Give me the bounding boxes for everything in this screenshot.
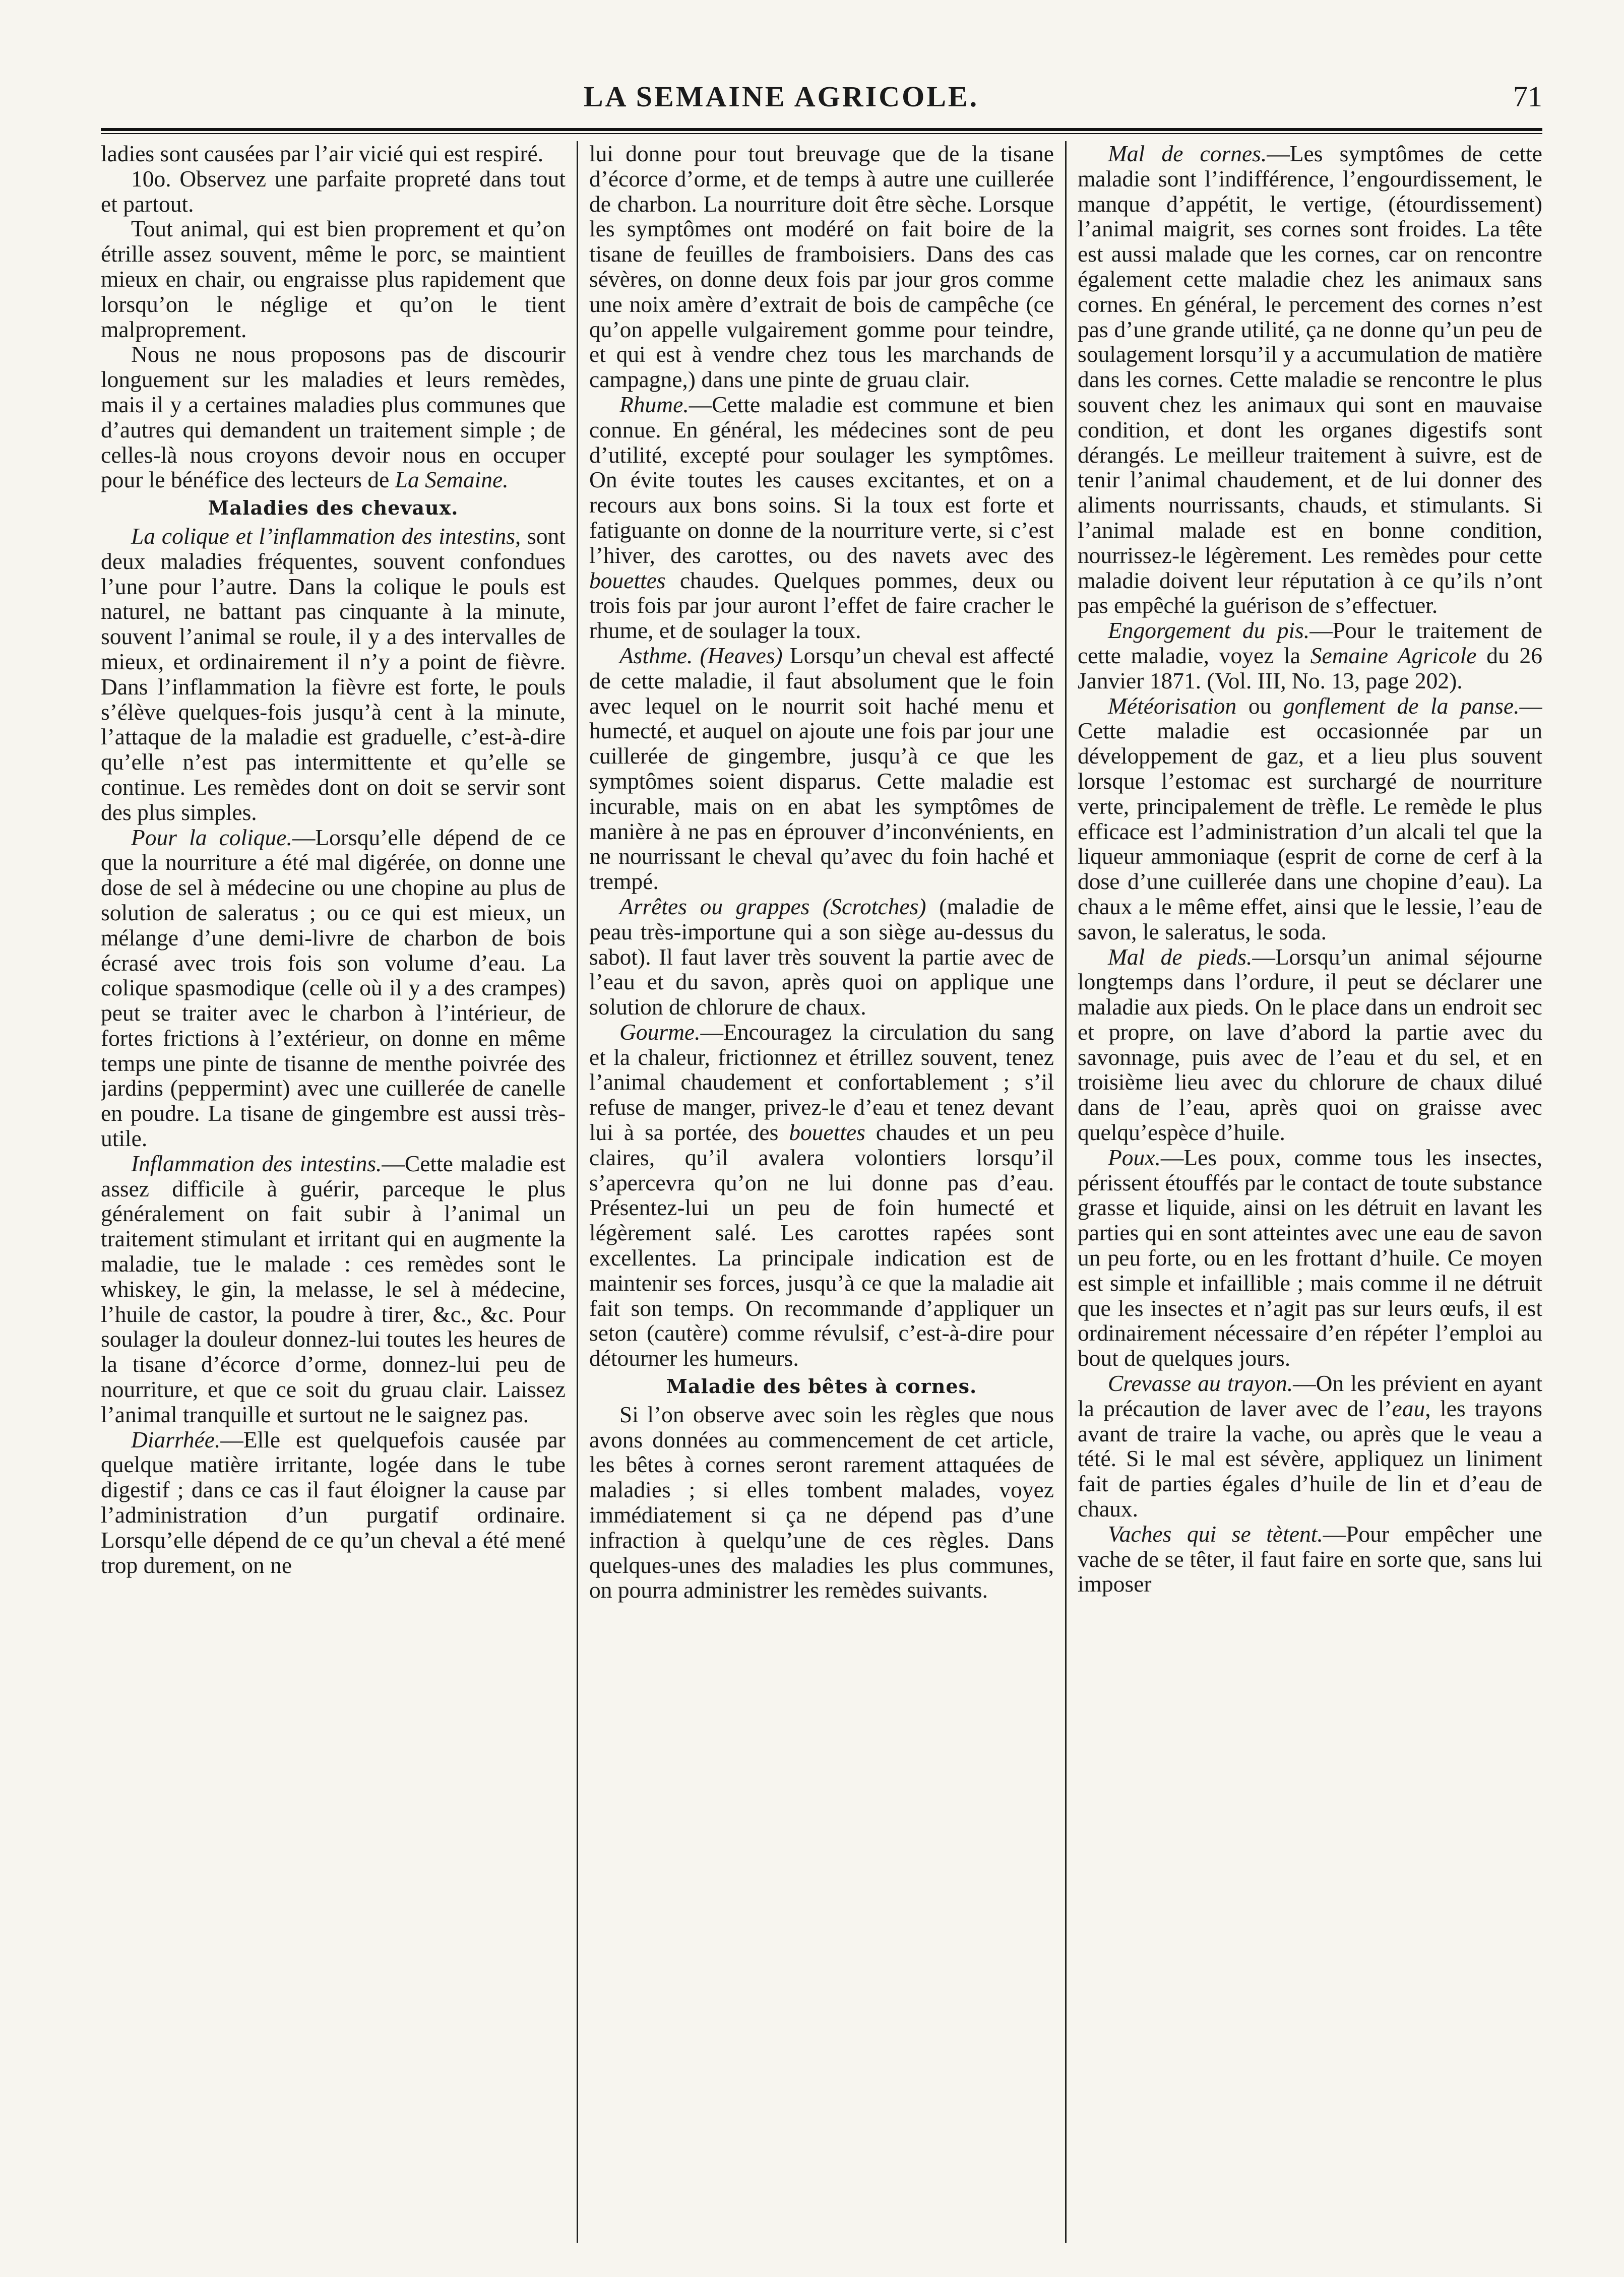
columns (101, 141, 1542, 2243)
italic-text: Mal de pieds. (1108, 943, 1253, 970)
paragraph (101, 342, 566, 492)
text-run: du 26 Janvier 1871. (Vol. III, No. 13, page 202). (1078, 642, 1542, 693)
text-run: —Les poux, comme tous les insectes, périssent étouffés par le contact de toute substance grasse et liquide, ainsi on les détruit en lavant les parties qui en sont atteintes avec une eau de savon un peu forte, ou en les frottant d’huile. Ce moyen est simple et infaillible ; mais comme il ne détruit que les insectes et n’agit pas sur leurs œufs, il est ordinairement nécessaire d’en répéter l’emploi au bout de quelques jours. (1078, 1144, 1542, 1371)
italic-text: Vaches qui se tètent. (1108, 1521, 1323, 1547)
text-run: Lorsqu’un cheval est affecté de cette maladie, il faut absolument que le foin avec lequel on le nourrit soit haché menu et humecté, et auquel on ajoute une fois par jour une cuillerée de gingembre, jusqu’à ce que les symptômes soient disparus. Cette maladie est incurable, mais on en abat les symptômes de manière à ne pas en éprouver d’inconvénients, en ne nourrissant le cheval qu’avec du foin haché et trempé. (589, 642, 1054, 895)
paragraph (101, 1151, 566, 1427)
header-rule-thin (101, 133, 1542, 134)
header-rule-thick (101, 128, 1542, 131)
text-run: —Pour le traitement de cette maladie, voyez la (1078, 617, 1542, 668)
text-run: —Lorsqu’un animal séjourne longtemps dans l’ordure, il peut se déclarer une maladie aux pieds. On le place dans un endroit sec et propre, on lave d’abord la partie avec du savonnage, puis avec de l’eau et du sel, et en troisième lieu avec du chlorure de chaux dilué dans de l’eau, après quoi on graisse avec quelqu’espèce d’huile. (1078, 943, 1542, 1146)
italic-text: Arrêtes ou grappes (Scrotches) (619, 893, 926, 919)
paragraph (101, 1427, 566, 1578)
italic-text: bouettes (589, 567, 666, 593)
paragraph (101, 166, 566, 217)
paragraph (1078, 1371, 1542, 1522)
paragraph (589, 392, 1054, 643)
text-run: —On les prévient en ayant la précaution de laver avec de l’ (1078, 1370, 1542, 1421)
text-run: —Encouragez la circulation du sang et la chaleur, frictionnez et étrillez souvent, tenez l’animal chaudement et confortablement ; s’il refuse de manger, privez-le d’eau et tenez devant lui à sa portée, des (589, 1019, 1054, 1146)
text-run: —Cette maladie est occasionnée par un développement de gaz, et a lieu plus souvent lorsque l’estomac est surchargé de nourriture verte, principalement de trèfle. Le remède le plus efficace est l’administration d’un alcali tel que la liqueur ammoniaque (esprit de corne de cerf à la dose d’une cuillerée dans une chopine d’eau). La chaux a le même effet, ainsi que le lessie, l’eau de savon, le saleratus, le soda. (1078, 692, 1542, 944)
column-1 (101, 141, 577, 2243)
italic-text: Mal de cornes. (1108, 141, 1267, 166)
italic-text: Météorisation (1108, 692, 1237, 719)
paragraph (101, 524, 566, 825)
text-run: ou (1236, 692, 1283, 719)
text-run: chaudes et un peu claires, qu’il avalera volontiers lorsqu’il s’apercevra qu’on ne lui donne pas d’eau. Présentez-lui un peu de foin humecté et légèrement salé. Les carottes rapées sont excellentes. La principale indication est de maintenir ses forces, jusqu’à ce que la maladie ait fait son temps. On recommande d’appliquer un seton (cautère) comme révulsif, c’est-à-dire pour détourner les humeurs. (589, 1119, 1054, 1371)
newspaper-page (101, 76, 1542, 2243)
italic-text: La Semaine. (395, 467, 509, 493)
italic-text: Poux. (1108, 1144, 1161, 1170)
italic-text: Inflammation des intestins. (131, 1150, 382, 1176)
section-heading: Maladies des chevaux. (208, 496, 459, 520)
text-run: (maladie de peau très-importune qui a son siège au-dessus du sabot). Il faut laver très souvent la partie avec de l’eau et du savon, après quoi on applique une solution de chlorure de chaux. (589, 893, 1054, 1020)
text-run: —Cette maladie est commune et bien connue. En général, les médecines sont de peu d’utilité, excepté pour soulager les symptômes. On évite toutes les causes excitantes, et on a recours aux bons soins. Si la toux est forte et fatiguante on donne de la nourriture verte, si c’est l’hiver, des carottes, ou des navets avec des (589, 391, 1054, 568)
page-number: 71 (1513, 80, 1542, 113)
paragraph (1078, 1145, 1542, 1371)
paragraph (1078, 944, 1542, 1145)
paragraph (1078, 693, 1542, 944)
italic-text: eau (1392, 1395, 1425, 1421)
italic-text: Semaine Agricole (1310, 642, 1477, 668)
text-run: chaudes. Quelques pommes, deux ou trois fois par jour auront l’effet de faire cracher le rhume, et de soulager la toux. (589, 567, 1054, 644)
column-2 (578, 141, 1065, 2243)
masthead-title: LA SEMAINE AGRICOLE. (583, 80, 979, 113)
paragraph (101, 141, 566, 166)
italic-text: Engorgement du pis. (1108, 617, 1310, 644)
italic-text: Asthme. (Heaves) (619, 642, 783, 668)
page-header (101, 76, 1542, 124)
section-heading: Maladie des bêtes à cornes. (666, 1375, 977, 1398)
text-run: , les trayons avant de traire la vache, ou après que le veau a tété. Si le mal est sévère, appliquez un liniment fait de parties égales d’huile de lin et d’eau de chaux. (1078, 1395, 1542, 1522)
paragraph (1078, 141, 1542, 618)
text-run: sont deux maladies fréquentes, souvent confondues l’une pour l’autre. Dans la colique le pouls est naturel, ne battant pas cinquante à la minute, souvent l’animal se roule, il y a des intervalles de mieux, et ordinairement il n’y a point de fièvre. Dans l’inflammation la fièvre est forte, le pouls s’élève quelques-fois jusqu’à cent à la minute, l’attaque de la maladie est graduelle, c’est-à-dire qu’elle n’est pas intermittente et qu’elle se continue. Les remèdes dont on doit se servir sont des plus simples. (101, 523, 566, 825)
paragraph (589, 141, 1054, 392)
paragraph (589, 894, 1054, 1020)
column-3 (1067, 141, 1542, 2243)
paragraph (1078, 618, 1542, 693)
italic-text: Pour la colique. (131, 824, 292, 850)
text-run: 10o. Observez une parfaite propreté dans tout et partout. (101, 165, 566, 217)
text-run: Nous ne nous proposons pas de discourir longuement sur les maladies et leurs remèdes, mais il y a certaines maladies plus communes que d’autres qui demandent un traitement simple ; de celles-là nous croyons devoir nous en occuper pour le bénéfice des lecteurs de (101, 341, 566, 493)
text-run: lui donne pour tout breuvage que de la tisane d’écorce d’orme, et de temps à autre une cuillerée de charbon. La nourriture doit être sèche. Lorsque les symptômes ont modéré on fait boire de la tisane de feuilles de framboisiers. Dans des cas sévères, on donne deux fois par jour gros comme une noix amère d’extrait de bois de campêche (ce qu’on appelle vulgairement gomme pour teindre, et qui est à vendre chez tous les marchands de campagne,) dans une pinte de gruau clair. (589, 141, 1054, 393)
italic-text: gonflement de la panse. (1283, 692, 1520, 719)
text-run: Si l’on observe avec soin les règles que nous avons données au commencement de cet article, les bêtes à cornes seront rarement attaquées de maladies ; si elles tombent malades, voyez immédiatement si ça ne dépend pas d’une infraction à quelqu’une de ces règles. Dans quelques-unes des maladies les plus communes, on pourra administrer les remèdes suivants. (589, 1401, 1054, 1603)
paragraph (1078, 1522, 1542, 1597)
text-run: —Lorsqu’elle dépend de ce que la nourriture a été mal digérée, on donne une dose de sel à médecine ou une chopine au plus de solution de saleratus ; ou ce qui est mieux, un mélange d’une demi-livre de charbon de bois écrasé avec trois fois son volume d’eau. La colique spasmodique (celle où il y a des crampes) peut se traiter avec le charbon à l’intérieur, de fortes frictions à l’extérieur, on donne en même temps une pinte de tisanne de menthe poivrée des jardins (peppermint) avec une cuillerée de canelle en poudre. La tisane de gingembre est aussi très-utile. (101, 824, 566, 1152)
paragraph (101, 216, 566, 342)
text-run: —Les symptômes de cette maladie sont l’indifférence, l’engourdissement, le manque d’appétit, le vertige, (étourdissement) l’animal maigrit, ses cornes sont froides. La tête est aussi malade que les cornes, car on rencontre également cette maladie chez les animaux sans cornes. En général, le percement des cornes n’est pas d’une grande utilité, ça ne donne qu’un peu de soulagement lorsqu’il y a accumulation de matière dans les cornes. Cette maladie se rencontre le plus souvent chez les animaux qui sont en mauvaise condition, et dont les organes digestifs sont dérangés. Le meilleur traitement à suivre, est de tenir l’animal chaudement, et de lui donner des aliments nourrissants, chauds, et stimulants. Si l’animal malade est en bonne condition, nourrissez-le légèrement. Les remèdes pour cette maladie doivent leur réputation à ce qu’ils n’ont pas empêché la guérison de s’effectuer. (1078, 141, 1542, 618)
paragraph (589, 643, 1054, 894)
text-run: ladies sont causées par l’air vicié qui est respiré. (101, 141, 544, 166)
text-run: —Cette maladie est assez difficile à guérir, parceque le plus généralement on fait subir à l’animal un traitement stimulant et irritant qui en augmente la maladie, tue le malade : ces remèdes sont le whiskey, le gin, la melasse, le sel à médecine, l’huile de castor, la poudre à tirer, &c., &c. Pour soulager la douleur donnez-lui toutes les heures de la tisane d’écorce d’orme, donnez-lui peu de nourriture, et que ce soit du gruau clair. Laissez l’animal tranquille et surtout ne le saignez pas. (101, 1150, 566, 1427)
italic-text: Crevasse au trayon. (1108, 1370, 1293, 1397)
text-run: Tout animal, qui est bien proprement et qu’on étrille assez souvent, même le porc, se maintient mieux en chair, ou engraisse plus rapidement que lorsqu’on le néglige et qu’on le tient malproprement. (101, 216, 566, 342)
italic-text: Diarrhée. (131, 1426, 221, 1452)
italic-text: bouettes (789, 1119, 865, 1146)
paragraph (589, 1402, 1054, 1603)
italic-text: Gourme. (619, 1019, 701, 1045)
paragraph (101, 825, 566, 1151)
italic-text: La colique et l’inflammation des intestins, (131, 523, 521, 549)
text-run: —Pour empêcher une vache de se têter, il faut faire en sorte que, sans lui imposer (1078, 1521, 1542, 1597)
text-run: —Elle est quelquefois causée par quelque matière irritante, logée dans le tube digestif ; dans ce cas il faut éloigner la cause par l’administration d’un purgatif ordinaire. Lorsqu’elle dépend de ce qu’un cheval a été mené trop durement, on ne (101, 1426, 566, 1578)
paragraph (589, 1020, 1054, 1371)
italic-text: Rhume. (619, 391, 689, 417)
